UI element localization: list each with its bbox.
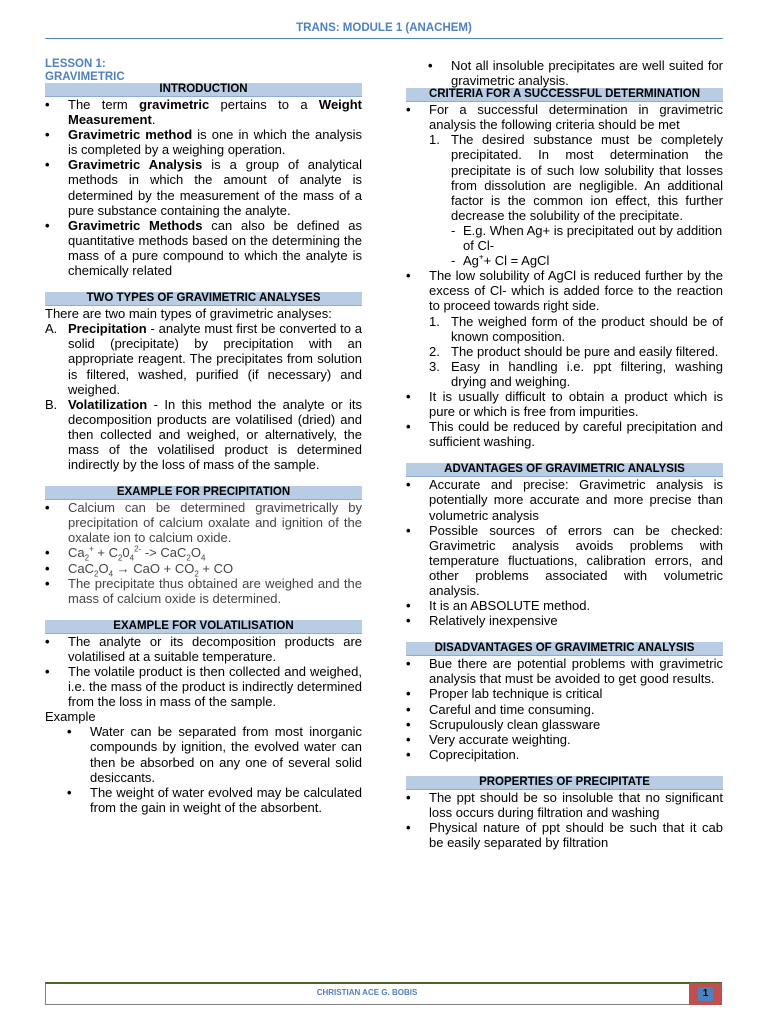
bullet-icon: • [45, 575, 50, 591]
list-item: • The volatile product is then collected and weighed, i.e. the mass of the product is indirectly determined from the loss in mass of the sample. [45, 664, 362, 710]
list-item: B. Volatilization - In this method the analyte or its decomposition products are volatilised (dried) and then collected and weighed, or alternatively, the mass of the volatilised product is determined indirectly by the loss of mass of the sample. [45, 396, 362, 473]
list-item: • The precipitate thus obtained are weighed and the mass of calcium oxide is determined. [45, 575, 362, 606]
bullet-icon: • [45, 664, 50, 679]
bullet-icon: • [67, 784, 72, 800]
section-heading-precipitation-example: EXAMPLE FOR PRECIPITATION [45, 486, 362, 500]
numbered-item: 2. The product should be pure and easily filtered. [429, 343, 719, 359]
list-item: • Calcium can be determined gravimetrically by precipitation of calcium oxalate and ignition of the oxalate ion to calcium oxide. [45, 500, 362, 546]
list-item: • The ppt should be so insoluble that no significant loss occurs during filtration and washing [406, 789, 723, 821]
list-item: • Gravimetric Analysis is a group of analytical methods in which the amount of analyte is determined by the measurement of the mass of a pure substance containing the analyte. [45, 157, 362, 218]
bullet-icon: • [406, 388, 411, 404]
page-number: 1 [698, 987, 713, 1001]
list-item [45, 545, 362, 564]
list-item: • Proper lab technique is critical [406, 686, 603, 702]
section-heading-types: TWO TYPES OF GRAVIMETRIC ANALYSES [45, 292, 362, 306]
list-item: • Bue there are potential problems with gravimetric analysis that must be avoided to get good results. [406, 656, 723, 687]
lesson-label: LESSON 1: [45, 58, 106, 70]
paragraph: There are two main types of gravimetric analyses: [45, 306, 332, 322]
bullet-icon: • [406, 701, 411, 717]
list-item: • Very accurate weighting. [406, 731, 571, 747]
list-item: • Careful and time consuming. [406, 701, 595, 717]
list-item: • Relatively inexpensive [406, 613, 558, 629]
list-item: • Accurate and precise: Gravimetric analysis is potentially more accurate and more precise than volumetric analysis [406, 477, 723, 523]
section-heading-advantages: ADVANTAGES OF GRAVIMETRIC ANALYSIS [406, 463, 723, 477]
bullet-icon: • [45, 545, 50, 561]
bullet-icon: • [406, 746, 411, 762]
chemical-equation-2: $CaC_2O_4$ → CaO + $CO_2$ + CO [68, 560, 234, 579]
list-item [45, 560, 362, 579]
list-item: • The weight of water evolved may be calculated from the gain in weight of the absorbent. [67, 784, 362, 815]
list-item: • This could be reduced by careful precipitation and sufficient washing. [406, 419, 723, 450]
numbered-item: 3. Easy in handling i.e. ppt filtering, washing drying and weighing. [429, 358, 723, 389]
section-heading-disadvantages: DISADVANTAGES OF GRAVIMETRIC ANALYSIS [406, 642, 723, 656]
bullet-icon: • [406, 268, 411, 284]
example-label: Example [45, 709, 96, 725]
bullet-icon: • [45, 127, 50, 143]
list-item: • It is usually difficult to obtain a product which is pure or which is free from impurities. [406, 388, 723, 420]
section-heading-introduction: INTRODUCTION [45, 83, 362, 97]
list-item: • Not all insoluble precipitates are well suited for gravimetric analysis. [428, 58, 723, 89]
bullet-icon: • [45, 560, 50, 576]
bullet-icon: • [406, 598, 411, 614]
bullet-icon: • [406, 419, 411, 435]
section-heading-criteria: CRITERIA FOR A SUCCESSFUL DETERMINATION [406, 88, 723, 102]
chemical-equation-3: Ag++ Cl = AgCl [463, 252, 550, 269]
list-item: • For a successful determination in gravimetric analysis the following criteria should be met [406, 102, 723, 133]
bullet-icon: • [406, 716, 411, 732]
list-item: • Possible sources of errors can be checked: Gravimetric analysis avoids problems with temperature fluctuations, calibration errors, and other problems associated with volumetric analysis. [406, 522, 723, 598]
footer-author: CHRISTIAN ACE G. BOBIS [316, 988, 418, 997]
dash-item: - Ag++ Cl = AgCl [406, 253, 723, 268]
list-item: • Gravimetric Methods can also be defined as quantitative methods based on the determining the mass of a pure compound to which the analyte is chemically related [45, 217, 362, 279]
list-item: • Physical nature of ppt should be such that it cab be easily separated by filtration [406, 820, 723, 851]
page-header-title: TRANS: MODULE 1 (ANACHEM) [296, 22, 472, 34]
bullet-icon: • [406, 522, 411, 538]
left-column [45, 58, 362, 815]
bullet-icon: • [45, 217, 50, 233]
bullet-icon: • [67, 724, 72, 740]
list-item: • The term gravimetric pertains to a Weight Measurement. [45, 97, 362, 128]
list-item: • Scrupulously clean glassware [406, 716, 601, 732]
bullet-icon: • [45, 633, 50, 649]
bullet-icon: • [406, 477, 411, 493]
bullet-icon: • [45, 500, 50, 516]
header-divider [45, 38, 723, 39]
bullet-icon: • [45, 97, 50, 112]
bullet-icon: • [406, 656, 411, 672]
bullet-icon: • [406, 820, 411, 836]
numbered-item: 1. The desired substance must be completely precipitated. In most determination the precipitate is of such low solubility that losses from dissolution are negligible. An additional factor is the common ion effect, this further decrease the solubility of the precipitate. [429, 132, 723, 223]
list-item: • The low solubility of AgCl is reduced further by the excess of Cl- which is added force to the reaction to proceed towards right side. [406, 268, 723, 314]
numbered-item: 1. The weighed form of the product should be of known composition. [429, 313, 723, 344]
lesson-title: GRAVIMETRIC [45, 70, 125, 83]
section-heading-volatilisation-example: EXAMPLE FOR VOLATILISATION [45, 620, 362, 634]
section-heading-properties: PROPERTIES OF PRECIPITATE [406, 776, 723, 790]
list-item: A. Precipitation - analyte must first be converted to a solid (precipitate) by precipitation with an appropriate reagent. The precipitates from solution is filtered, washed, purified (if necessary) and weighed. [45, 321, 362, 397]
list-item: • It is an ABSOLUTE method. [406, 598, 591, 614]
list-item: • Gravimetric method is one in which the analysis is completed by a weighing operation. [45, 127, 362, 158]
list-item: • The analyte or its decomposition products are volatilised at a suitable temperature. [45, 633, 362, 664]
bullet-icon: • [406, 731, 411, 747]
right-column [406, 58, 723, 850]
list-item: • Coprecipitation. [406, 746, 520, 762]
page-number-box [689, 983, 722, 1005]
bullet-icon: • [406, 789, 411, 805]
chemical-equation-1: $Ca_2^+ + C_20_4^{2-} -> CaC_2O_4$ [68, 545, 206, 564]
list-item: • Water can be separated from most inorganic compounds by ignition, the evolved water can then be absorbed on any one of several solid desiccants. [67, 724, 362, 785]
dash-item: - E.g. When Ag+ is precipitated out by addition of Cl- [451, 222, 723, 254]
bullet-icon: • [406, 102, 411, 118]
bullet-icon: • [428, 58, 433, 73]
bullet-icon: • [406, 613, 411, 629]
bullet-icon: • [406, 686, 411, 702]
bullet-icon: • [45, 157, 50, 173]
